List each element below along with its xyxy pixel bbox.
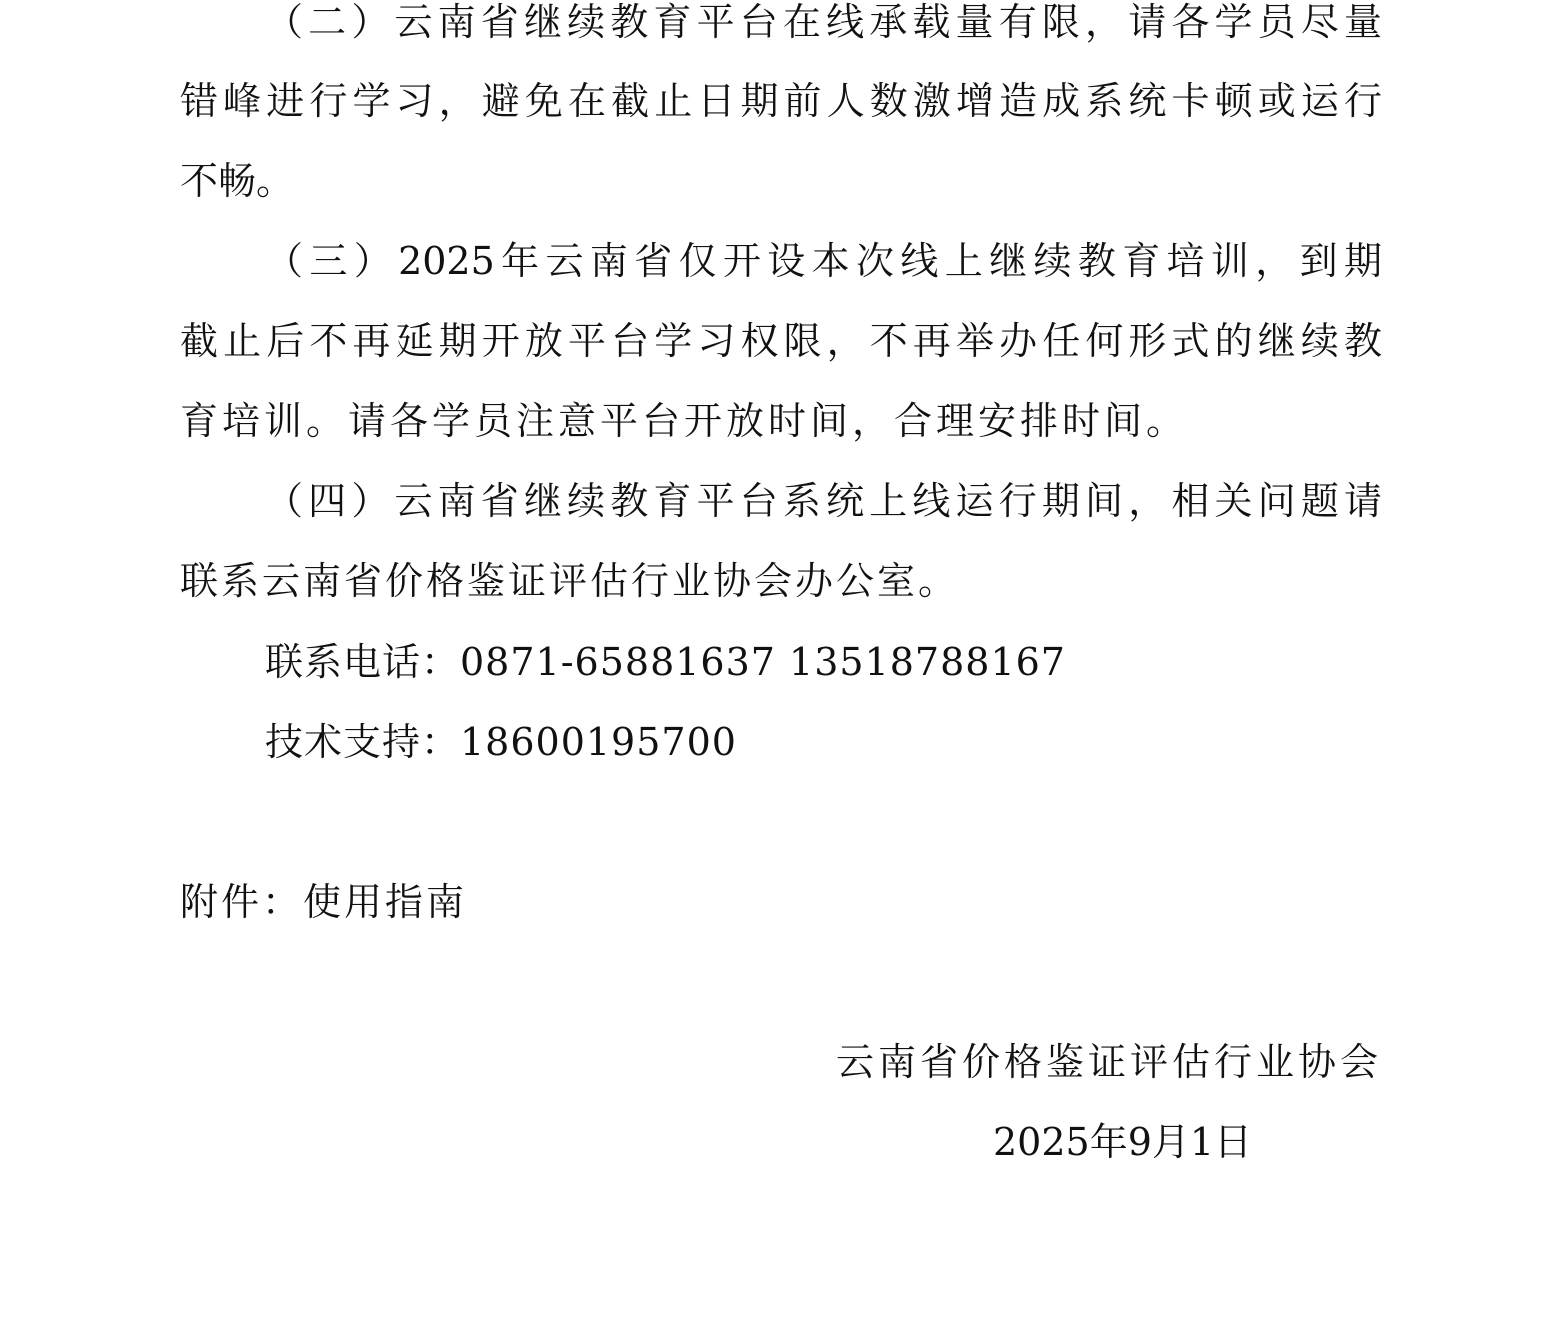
paragraph-4-line-1: （四）云南省继续教育平台系统上线运行期间，相关问题请 xyxy=(265,479,1382,523)
paragraph-4-line-2: 联系云南省价格鉴证评估行业协会办公室。 xyxy=(180,559,960,603)
paragraph-2-line-2: 错峰进行学习，避免在截止日期前人数激增造成系统卡顿或运行 xyxy=(180,79,1382,123)
paragraph-2-line-1: （二）云南省继续教育平台在线承载量有限，请各学员尽量 xyxy=(265,0,1382,44)
paragraph-3-line-1: （三）2025年云南省仅开设本次线上继续教育培训，到期 xyxy=(265,239,1382,283)
contact-phone: 联系电话：0871-65881637 13518788167 xyxy=(265,640,1066,684)
paragraph-3-line-3: 育培训。请各学员注意平台开放时间，合理安排时间。 xyxy=(180,399,1189,443)
attachment-note: 附件：使用指南 xyxy=(180,880,468,924)
paragraph-3-line-2: 截止后不再延期开放平台学习权限，不再举办任何形式的继续教 xyxy=(180,319,1382,363)
signature-organization: 云南省价格鉴证评估行业协会 xyxy=(835,1040,1382,1084)
tech-support-phone: 技术支持：18600195700 xyxy=(265,720,737,764)
paragraph-2-line-3: 不畅。 xyxy=(180,159,295,203)
signature-date: 2025年9月1日 xyxy=(993,1120,1253,1164)
